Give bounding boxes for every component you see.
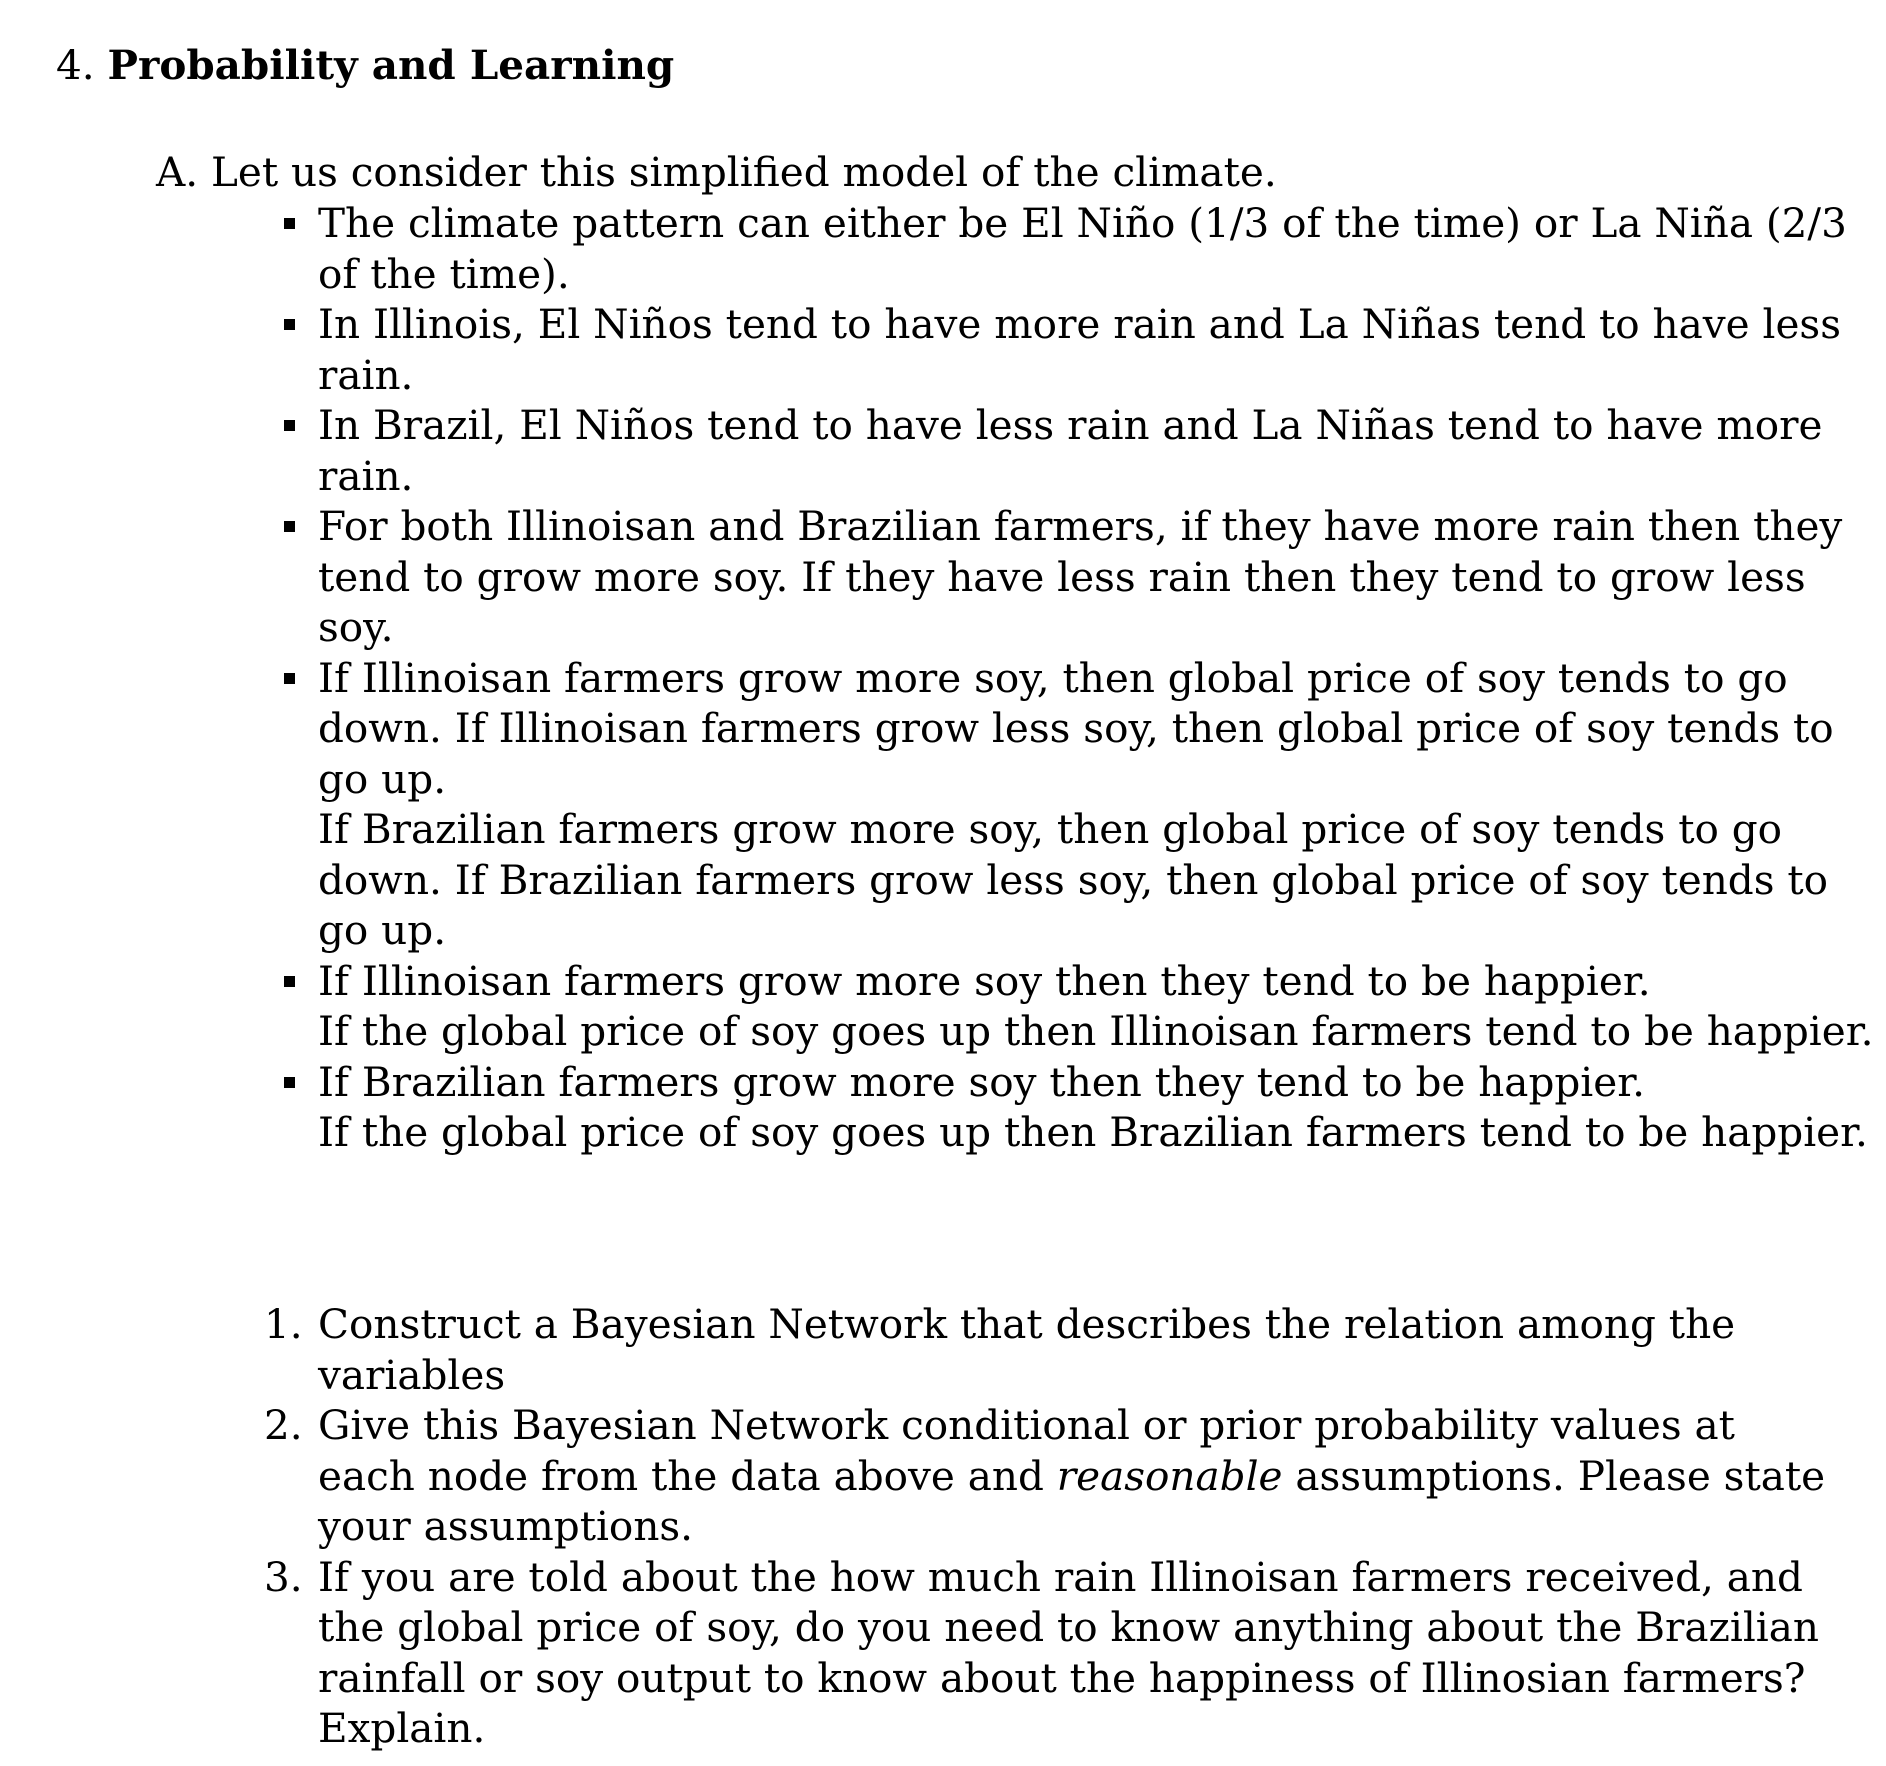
question-text: Give this Bayesian Network conditional or prior probability values at each node from the data above and: [318, 1401, 1735, 1500]
question-number: 2.: [264, 1401, 303, 1449]
list-item: [318, 653, 1878, 956]
bullet-square-icon: [284, 420, 295, 431]
question-text: Construct a Bayesian Network that describes the relation among the variables: [318, 1300, 1736, 1399]
question-emphasis: reasonable: [1056, 1451, 1283, 1500]
bullet-square-icon: [284, 319, 295, 330]
bullet-text: The climate pattern can either be El Niño (1/3 of the time) or La Niña (2/3 of the time).: [318, 199, 1847, 298]
bullet-text-continued: If the global price of soy goes up then Illinoisan farmers tend to be happier.: [318, 1007, 1874, 1055]
question-number: 1.: [264, 1300, 303, 1348]
bullet-square-icon: [284, 1077, 295, 1088]
question-item: [264, 1552, 1838, 1754]
section-title: Probability and Learning: [107, 41, 675, 89]
question-item: [264, 1299, 1838, 1400]
model-assumptions-list: [318, 198, 1878, 1158]
section-heading: [56, 40, 674, 91]
question-text-continued: assumptions. Please state your assumptions.: [318, 1451, 1826, 1550]
bullet-text-continued: If the global price of soy goes up then Brazilian farmers tend to be happier.: [318, 1108, 1868, 1156]
list-item: [318, 198, 1878, 299]
part-a-label: A.: [156, 148, 199, 196]
question-item: [264, 1400, 1838, 1552]
question-list: [264, 1299, 1838, 1754]
part-a-intro: [156, 147, 1277, 198]
part-a-intro-text: Let us consider this simplified model of the climate.: [211, 148, 1277, 196]
bullet-text: If Brazilian farmers grow more soy then they tend to be happier.: [318, 1057, 1646, 1106]
bullet-text: For both Illinoisan and Brazilian farmers, if they have more rain then they tend to grow more soy. If they have less rain then they tend to grow less soy.: [318, 502, 1843, 651]
section-number: 4.: [56, 41, 95, 89]
bullet-square-icon: [284, 673, 295, 684]
list-item: [318, 956, 1878, 1057]
bullet-square-icon: [284, 218, 295, 229]
question-number: 3.: [264, 1552, 303, 1601]
bullet-text: If Illinoisan farmers grow more soy then they tend to be happier.: [318, 956, 1651, 1005]
bullet-text: In Illinois, El Niños tend to have more rain and La Niñas tend to have less rain.: [318, 300, 1842, 399]
bullet-text-continued: If Brazilian farmers grow more soy, then global price of soy tends to go down. If Brazilian farmers grow less soy, then global price of soy tends to go up.: [318, 805, 1829, 954]
list-item: [318, 400, 1878, 501]
bullet-square-icon: [284, 976, 295, 987]
list-item: [318, 1057, 1878, 1158]
bullet-text: If Illinoisan farmers grow more soy, then global price of soy tends to go down. If Illinoisan farmers grow less soy, then global price of soy tends to go up.: [318, 653, 1834, 803]
bullet-text: In Brazil, El Niños tend to have less rain and La Niñas tend to have more rain.: [318, 401, 1823, 500]
question-text: If you are told about the how much rain Illinoisan farmers received, and the global price of soy, do you need to know anything about the Brazilian rainfall or soy output to know about the happiness of Illinosian farmers? Explain.: [318, 1552, 1819, 1752]
bullet-square-icon: [284, 521, 295, 532]
list-item: [318, 299, 1878, 400]
list-item: [318, 501, 1878, 653]
